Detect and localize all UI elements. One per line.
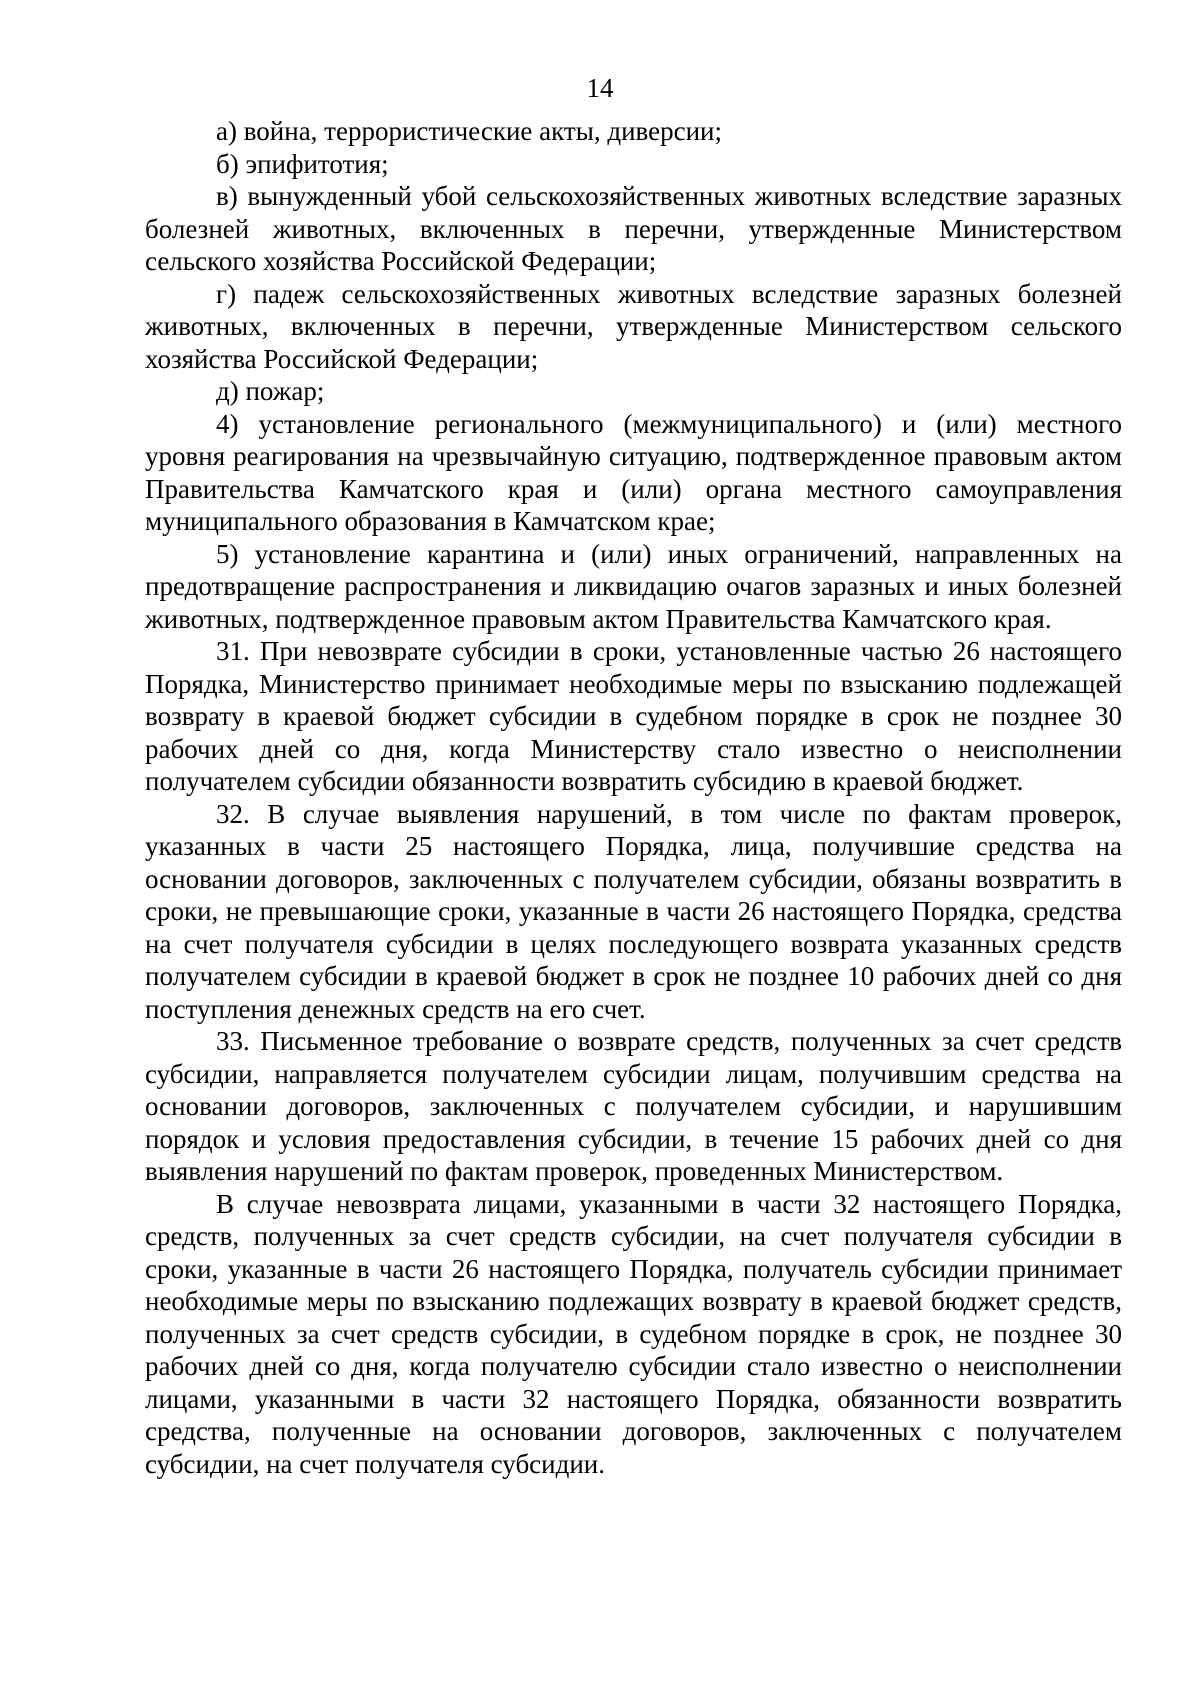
paragraph-section-33-continuation: В случае невозврата лицами, указанными в части 32 настоящего Порядка, средств, полученных за счет средств субсидии, на счет получателя субсидии в сроки, указанные в части 26 настоящего Порядка, получатель субсидии принимает необходимые меры по взысканию подлежащих возврату в краевой бюджет средств, полученных за счет средств субсидии, в судебном порядке в срок, не позднее 30 рабочих дней со дня, когда получателю субсидии стало известно о неисполнении лицами, указанными в части 32 настоящего Порядка, обязанности возвратить средства, полученные на основании договоров, заключенных с получателем субсидии, на счет получателя субсидии. (145, 1188, 1122, 1479)
page-number: 14 (586, 73, 614, 103)
paragraph-item-b: б) эпифитотия; (216, 148, 389, 179)
paragraph-section-31: 31. При невозврате субсидии в сроки, установленные частью 26 настоящего Порядка, Министерство принимает необходимые меры по взысканию подлежащей возврату в краевой бюджет субсидии в судебном порядке в срок не позднее 30 рабочих дней со дня, когда Министерству стало известно о неисполнении получателем субсидии обязанности возвратить субсидию в краевой бюджет. (145, 636, 1122, 796)
paragraph-point-4: 4) установление регионального (межмуниципального) и (или) местного уровня реагирования на чрезвычайную ситуацию, подтвержденное правовым актом Правительства Камчатского края и (или) органа местного самоуправления муниципального образования в Камчатском крае; (145, 408, 1122, 536)
paragraph-point-5: 5) установление карантина и (или) иных ограничений, направленных на предотвращение распространения и ликвидацию очагов заразных и иных болезней животных, подтвержденное правовым актом Правительства Камчатского края. (145, 538, 1122, 634)
document-body (145, 115, 1122, 1480)
paragraph-section-32: 32. В случае выявления нарушений, в том числе по фактам проверок, указанных в части 25 настоящего Порядка, лица, получившие средства на основании договоров, заключенных с получателем субсидии, обязаны возвратить в сроки, не превышающие сроки, указанные в части 26 настоящего Порядка, средства на счет получателя субсидии в целях последующего возврата указанных средств получателем субсидии в краевой бюджет в срок не позднее 10 рабочих дней со дня поступления денежных средств на его счет. (145, 798, 1122, 1024)
paragraph-item-v: в) вынужденный убой сельскохозяйственных животных вследствие заразных болезней животных, включенных в перечни, утвержденные Министерством сельского хозяйства Российской Федерации; (145, 181, 1122, 276)
paragraph-section-33: 33. Письменное требование о возврате средств, полученных за счет средств субсидии, направляется получателем субсидии лицам, получившим средства на основании договоров, заключенных с получателем субсидии, и нарушившим порядок и условия предоставления субсидии, в течение 15 рабочих дней со дня выявления нарушений по фактам проверок, проведенных Министерством. (145, 1026, 1122, 1186)
paragraph-item-a: а) война, террористические акты, диверсии; (216, 116, 722, 146)
paragraph-item-d: д) пожар; (216, 376, 325, 406)
paragraph-item-g: г) падеж сельскохозяйственных животных вследствие заразных болезней животных, включенных в перечни, утвержденные Министерством сельского хозяйства Российской Федерации; (145, 278, 1122, 374)
